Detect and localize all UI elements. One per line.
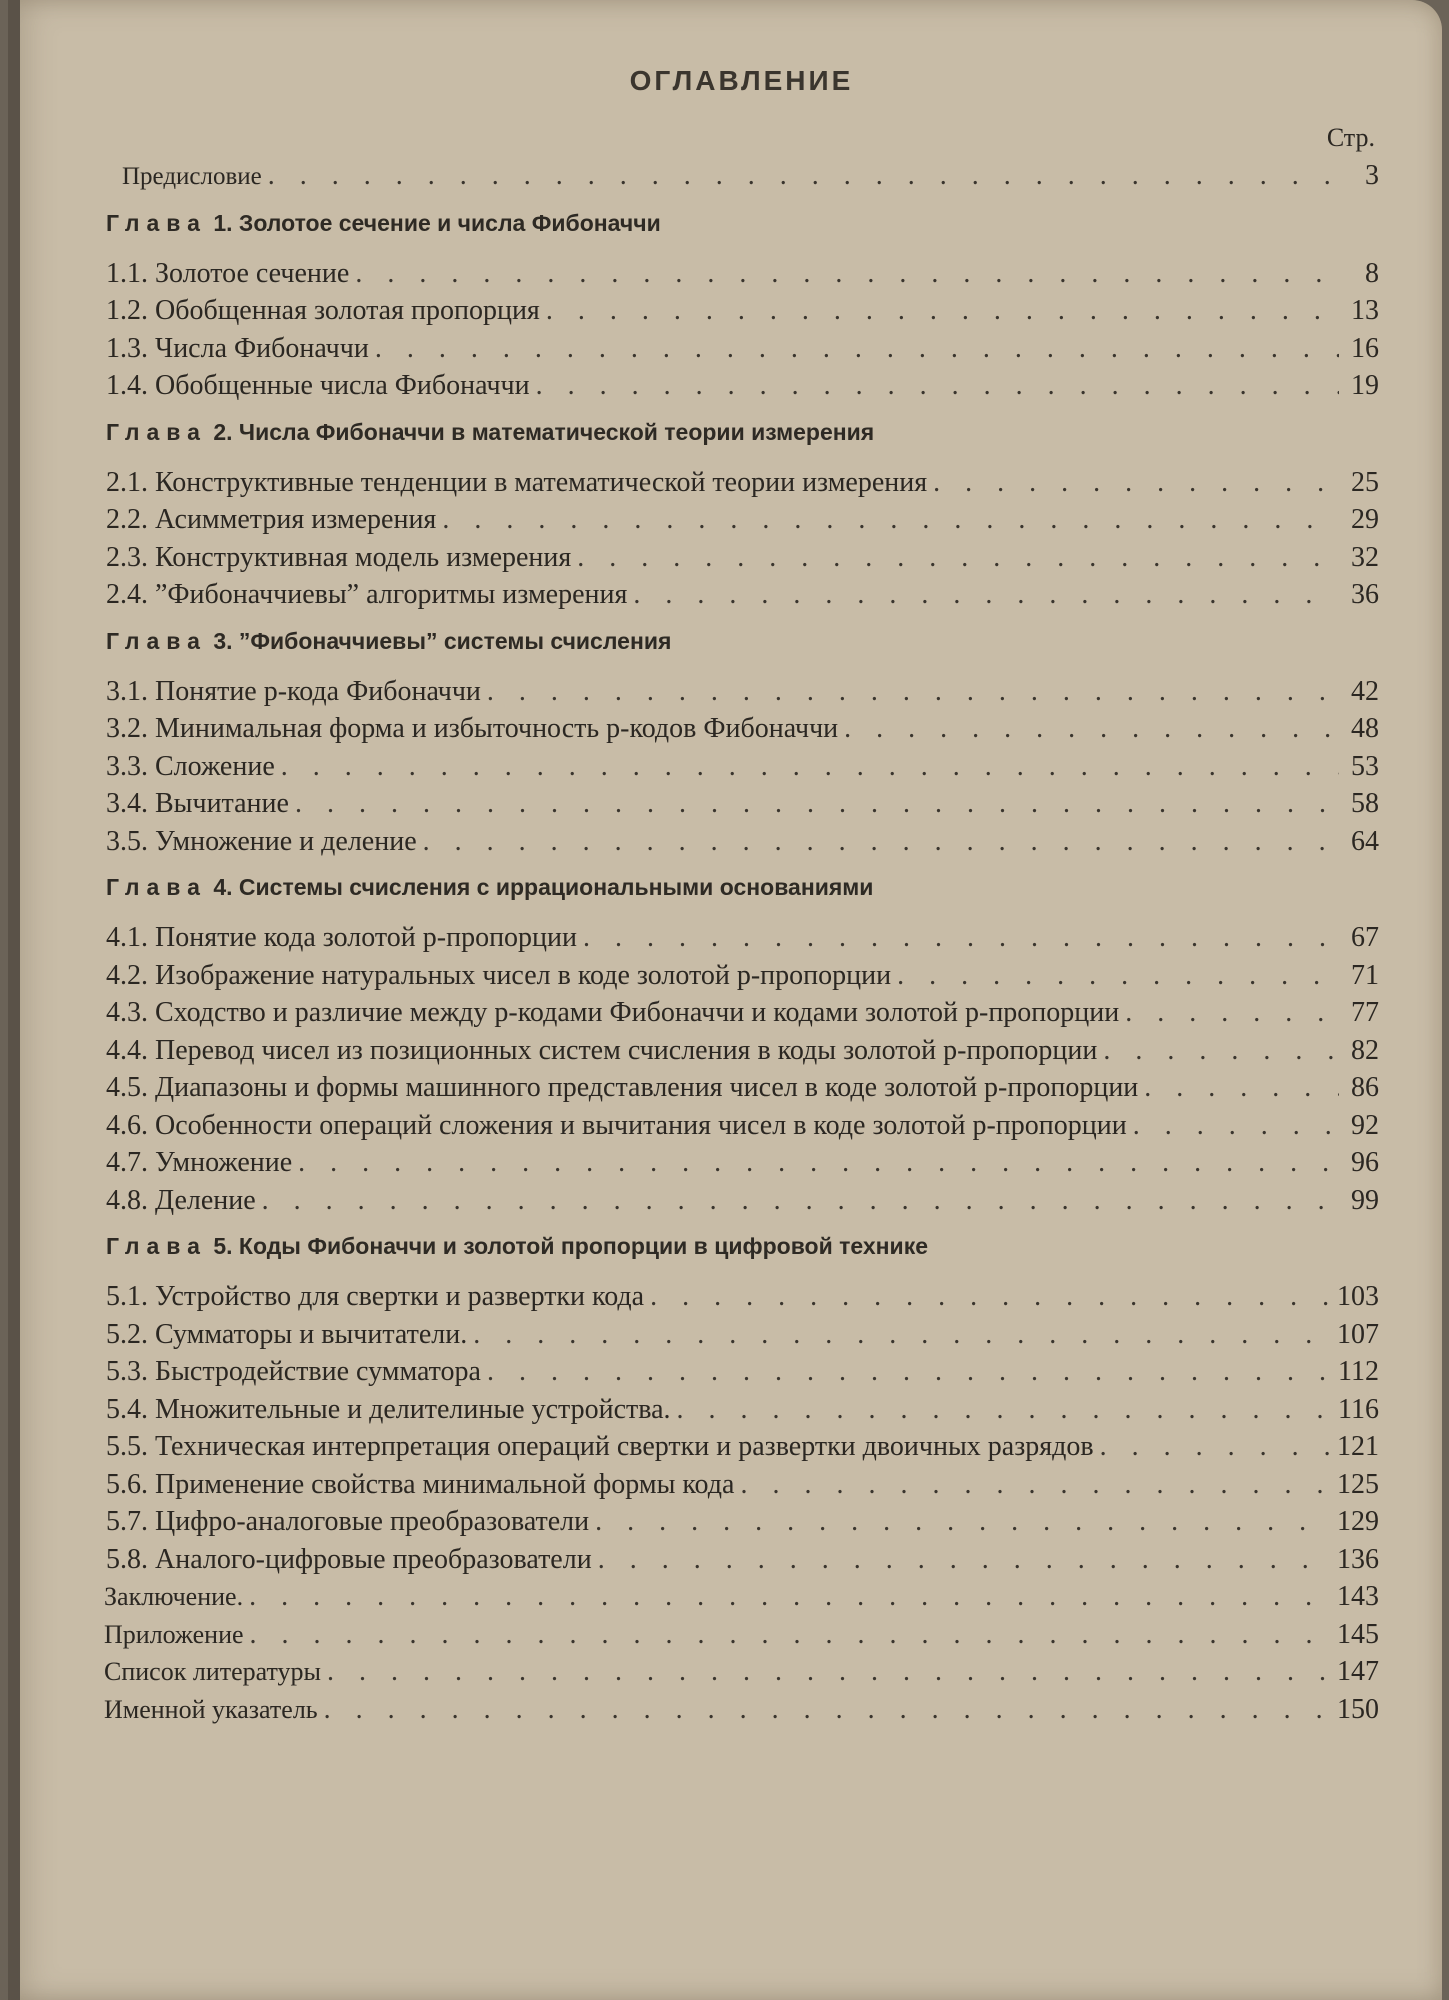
toc-entry — [104, 1144, 1379, 1182]
toc-entry — [104, 785, 1379, 823]
dot-leader — [844, 710, 1339, 748]
dot-leader — [324, 1691, 1331, 1729]
dot-leader — [577, 539, 1339, 577]
chapter-heading — [106, 874, 1379, 901]
chapter-word: Глава — [106, 209, 207, 236]
dot-leader — [1144, 1069, 1339, 1107]
toc-entry-page: 77 — [1351, 997, 1379, 1028]
dot-leader — [536, 367, 1339, 405]
toc-entry — [104, 748, 1379, 786]
toc-entry — [104, 1032, 1379, 1070]
toc-entry-label: Список литературы — [104, 1657, 321, 1686]
toc-entry-page: 53 — [1351, 750, 1379, 782]
dot-leader — [933, 464, 1339, 502]
dot-leader — [598, 1541, 1331, 1579]
toc-entry — [104, 1353, 1379, 1391]
toc-entry-page: 96 — [1351, 1147, 1379, 1178]
dot-leader — [281, 748, 1339, 786]
toc-entry-label: 1.4. Обобщенные числа Фибоначчи — [106, 370, 530, 401]
toc-entry-page: 25 — [1351, 466, 1379, 498]
toc-entry-page: 16 — [1351, 332, 1379, 364]
toc-entry-page: 92 — [1351, 1109, 1379, 1141]
toc-entry-label: 5.5. Техническая интерпретация операций свертки и развертки двоичных разрядов — [106, 1431, 1094, 1462]
chapter-heading — [106, 210, 1379, 237]
dot-leader — [249, 1578, 1331, 1616]
chapter-title: Золотое сечение и числа Фибоначчи — [238, 209, 661, 236]
toc-entry-label: 1.3. Числа Фибоначчи — [106, 332, 369, 364]
toc-entry-label: 4.2. Изображение натуральных чисел в коде золотой p-пропорции — [106, 959, 892, 991]
dot-leader — [633, 576, 1339, 614]
toc-entry-references — [104, 1653, 1379, 1691]
toc-entry-label: 5.8. Аналого-цифровые преобразователи — [106, 1543, 592, 1575]
toc-entry-page: 42 — [1351, 675, 1379, 707]
toc-entry-label: 4.6. Особенности операций сложения и вычитания чисел в коде золотой p-пропорции — [106, 1109, 1127, 1141]
book-page — [8, 0, 1442, 2000]
dot-leader — [423, 823, 1339, 861]
toc-entry — [104, 823, 1379, 861]
toc-entry-label: 3.1. Понятие p-кода Фибоначчи — [106, 675, 481, 707]
toc-entry-label: 3.5. Умножение и деление — [106, 825, 417, 857]
toc-entry-label: Заключение. — [104, 1582, 244, 1611]
toc-entry — [104, 576, 1379, 614]
toc-entry — [104, 1316, 1379, 1354]
dot-leader — [1103, 1032, 1339, 1070]
chapter-number: 4. — [213, 874, 233, 900]
toc-entry-label: 3.2. Минимальная форма и избыточность p-кодов Фибоначчи — [106, 713, 839, 744]
toc-entry-label: 4.8. Деление — [106, 1184, 256, 1216]
toc-entry — [104, 1503, 1379, 1541]
dot-leader — [1125, 994, 1339, 1032]
toc-entry-label: 3.4. Вычитание — [106, 788, 289, 819]
dot-leader — [262, 1182, 1339, 1220]
chapter-heading — [106, 419, 1379, 446]
dot-leader — [250, 1616, 1331, 1654]
dot-leader — [595, 1503, 1331, 1541]
book-spine — [8, 0, 20, 2000]
toc-entry-label: 5.6. Применение свойства минимальной формы кода — [106, 1468, 735, 1500]
toc-entry-label: 3.3. Сложение — [106, 750, 275, 782]
toc-entry-page: 103 — [1337, 1281, 1379, 1312]
toc-entry — [104, 292, 1379, 330]
toc-entry-page: 107 — [1337, 1318, 1379, 1350]
toc-entry-page: 112 — [1338, 1356, 1379, 1387]
toc-entry-page: 36 — [1351, 579, 1379, 610]
toc-entry-page: 48 — [1351, 713, 1379, 744]
toc-entry-page: 99 — [1351, 1184, 1379, 1216]
toc-entry-page: 32 — [1351, 541, 1379, 573]
toc-entry-page: 150 — [1337, 1693, 1379, 1725]
toc-entry-label: Предисловие — [122, 163, 262, 190]
dot-leader — [487, 673, 1339, 711]
chapter-title: Числа Фибоначчи в математической теории измерения — [238, 418, 875, 445]
page-column-label: Стр. — [1326, 123, 1375, 152]
dot-leader — [677, 1391, 1332, 1429]
toc-entry-label: Именной указатель — [104, 1694, 318, 1724]
toc-entry — [104, 1391, 1379, 1429]
chapter-word: Глава — [106, 874, 207, 900]
toc-entry — [104, 957, 1379, 995]
chapter-title: Системы счисления с иррациональными основаниями — [238, 874, 874, 900]
chapter-heading — [106, 628, 1379, 655]
toc-entry — [104, 1541, 1379, 1579]
toc-entry-conclusion — [104, 1578, 1379, 1616]
toc-entry — [104, 330, 1379, 368]
toc-entry-page: 136 — [1337, 1543, 1379, 1575]
toc-entry-name-index — [104, 1691, 1379, 1729]
toc-entry-page: 129 — [1337, 1506, 1379, 1537]
toc-entry-label: 2.1. Конструктивные тенденции в математической теории измерения — [106, 466, 928, 498]
toc-entry — [104, 255, 1379, 293]
toc-entry — [104, 501, 1379, 539]
toc-entry — [104, 367, 1379, 405]
chapter-word: Глава — [106, 418, 207, 445]
dot-leader — [546, 292, 1339, 330]
toc-entry-preface — [104, 157, 1379, 196]
toc-entry-label: 5.2. Сумматоры и вычитатели. — [106, 1318, 468, 1350]
dot-leader — [355, 255, 1339, 293]
toc-entry — [104, 1107, 1379, 1145]
chapter-heading — [106, 1233, 1379, 1260]
toc-entry-page: 13 — [1351, 295, 1379, 326]
toc-entry-label: 4.5. Диапазоны и формы машинного представления чисел в коде золотой p-пропорции — [106, 1072, 1139, 1103]
toc-entry-page: 29 — [1351, 504, 1379, 535]
dot-leader — [897, 957, 1339, 995]
toc-entry — [104, 464, 1379, 502]
toc-entry — [104, 1069, 1379, 1107]
dot-leader — [298, 1144, 1339, 1182]
toc-entry — [104, 1428, 1379, 1466]
toc-entry-label: 4.7. Умножение — [106, 1147, 293, 1178]
toc-entry — [104, 994, 1379, 1032]
toc-entry-page: 125 — [1337, 1468, 1379, 1500]
toc-entry — [104, 710, 1379, 748]
toc-entry-appendix — [104, 1616, 1379, 1654]
toc-entry-page: 143 — [1337, 1581, 1379, 1612]
dot-leader — [650, 1278, 1331, 1316]
toc-entry-page: 8 — [1365, 257, 1379, 289]
toc-entry-label: 4.3. Сходство и различие между p-кодами Фибоначчи и кодами золотой p-пропорции — [106, 997, 1120, 1028]
dot-leader — [487, 1353, 1332, 1391]
toc-entry-label: Приложение — [104, 1619, 244, 1649]
toc-entry-label: 2.2. Асимметрия измерения — [106, 504, 437, 535]
table-of-contents — [104, 55, 1379, 1728]
toc-entry-page: 145 — [1337, 1618, 1379, 1650]
toc-entry-label: 2.3. Конструктивная модель измерения — [106, 541, 572, 573]
toc-entry-page: 67 — [1351, 922, 1379, 953]
toc-entry-page: 3 — [1365, 160, 1379, 191]
chapter-title: ”Фибоначчиевы” системы счисления — [238, 627, 672, 654]
toc-entry — [104, 1466, 1379, 1504]
toc-entry-label: 2.4. ”Фибоначчиевы” алгоритмы измерения — [106, 579, 628, 610]
toc-entry-page: 71 — [1351, 959, 1379, 991]
dot-leader — [1133, 1107, 1339, 1145]
toc-entry-page: 147 — [1337, 1656, 1379, 1687]
chapter-number: 2. — [213, 418, 233, 445]
toc-entry-page: 58 — [1351, 788, 1379, 819]
toc-entry-page: 121 — [1337, 1431, 1379, 1462]
toc-entry-label: 1.2. Обобщенная золотая пропорция — [106, 295, 540, 326]
toc-entry — [104, 673, 1379, 711]
chapter-number: 5. — [213, 1233, 233, 1259]
dot-leader — [268, 157, 1339, 195]
dot-leader — [473, 1316, 1331, 1354]
dot-leader — [740, 1466, 1331, 1504]
toc-entry — [104, 1182, 1379, 1220]
toc-entry-label: 4.1. Понятие кода золотой p-пропорции — [106, 922, 578, 953]
chapter-number: 3. — [213, 627, 233, 654]
toc-entry — [104, 1278, 1379, 1316]
toc-entry-page: 64 — [1351, 825, 1379, 857]
toc-entry — [104, 919, 1379, 957]
toc-entry-page: 116 — [1338, 1393, 1379, 1425]
dot-leader — [327, 1653, 1331, 1691]
chapter-title: Коды Фибоначчи и золотой пропорции в цифровой технике — [238, 1233, 928, 1259]
toc-entry — [104, 539, 1379, 577]
toc-entry-page: 82 — [1351, 1034, 1379, 1066]
toc-entry-page: 86 — [1351, 1072, 1379, 1103]
dot-leader — [583, 919, 1339, 957]
toc-entry-label: 5.7. Цифро-аналоговые преобразователи — [106, 1506, 590, 1537]
chapter-word: Глава — [106, 1233, 207, 1259]
toc-entry-label: 5.1. Устройство для свертки и развертки кода — [106, 1281, 645, 1312]
chapter-word: Глава — [106, 627, 207, 654]
toc-entry-label: 5.4. Множительные и делителиные устройства. — [106, 1393, 671, 1425]
toc-entry-label: 4.4. Перевод чисел из позиционных систем счисления в коды золотой p-пропорции — [106, 1034, 1098, 1066]
dot-leader — [375, 330, 1339, 368]
toc-entry-page: 19 — [1351, 370, 1379, 401]
chapter-number: 1. — [213, 209, 233, 236]
dot-leader — [295, 785, 1339, 823]
toc-entry-label: 1.1. Золотое сечение — [106, 257, 350, 289]
page-title: ОГЛАВЛЕНИЕ — [629, 65, 854, 96]
dot-leader — [442, 501, 1339, 539]
dot-leader — [1100, 1428, 1331, 1466]
toc-entry-label: 5.3. Быстродействие сумматора — [106, 1356, 481, 1387]
